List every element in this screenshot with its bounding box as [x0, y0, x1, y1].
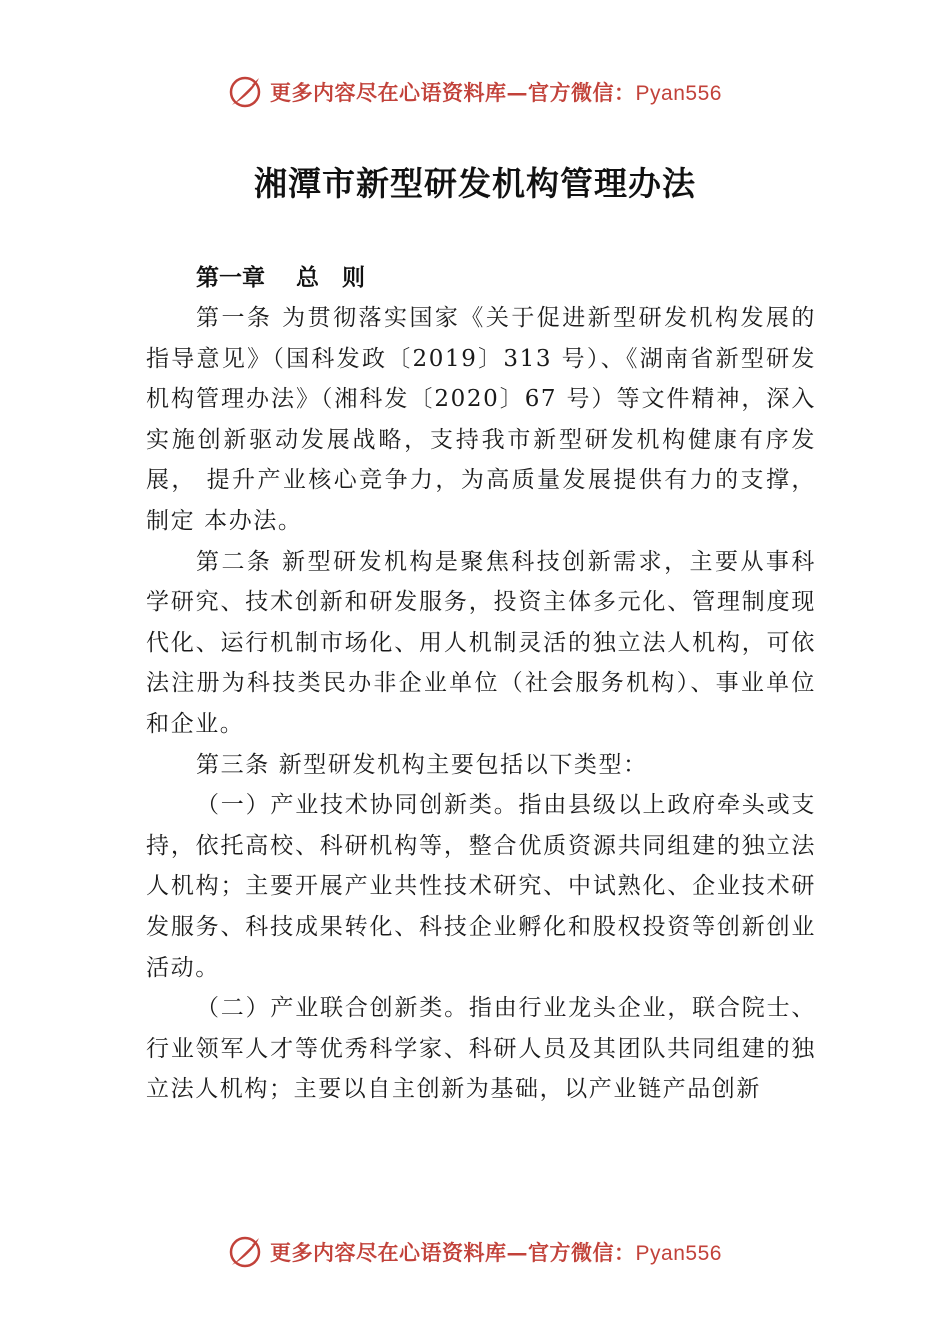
banner-text-cn: 更多内容尽在心语资料库—官方微信： — [270, 1240, 636, 1265]
article-3-item-2: （二）产业联合创新类。指由行业龙头企业，联合院士、行业领军人才等优秀科学家、科研人员及其团队共同组建的独立法人机构；主要以自主创新为基础，以产业链产品创新 — [146, 995, 816, 1103]
chapter-heading: 第一章 总 则 — [196, 265, 366, 291]
header-banner — [0, 70, 950, 114]
banner-text-cn: 更多内容尽在心语资料库—官方微信： — [270, 80, 636, 105]
document-title: 湘潭市新型研发机构管理办法 — [254, 164, 696, 203]
article-3-item-1: （一）产业技术协同创新类。指由县级以上政府牵头或支持，依托高校、科研机构等，整合优质资源共同组建的独立法人机构；主要开展产业共性技术研究、中试熟化、企业技术研发服务、科技成果转化、科技企业孵化和股权投资等创新创业活动。 — [146, 792, 816, 981]
quill-logo-icon — [228, 75, 262, 109]
footer-banner — [0, 1230, 950, 1274]
banner-wechat-id: Pyan556 — [635, 82, 722, 105]
banner-text — [270, 1237, 722, 1267]
article-1: 第一条 为贯彻落实国家《关于促进新型研发机构发展的指导意见》（国科发政〔2019〕313 号）、《湖南省新型研发机构管理办法》（湘科发〔2020〕67 号）等文件精神，深入实施创新驱动发展战略，支持我市新型研发机构健康有序发展， 提升产业核心竞争力，为高质量发展提供有力的支撑，制定 本办法。 — [146, 305, 816, 534]
banner-wechat-id: Pyan556 — [635, 1242, 722, 1265]
article-2: 第二条 新型研发机构是聚焦科技创新需求，主要从事科学研究、技术创新和研发服务，投资主体多元化、管理制度现代化、运行机制市场化、用人机制灵活的独立法人机构，可依法注册为科技类民办非企业单位（社会服务机构）、事业单位和企业。 — [146, 548, 816, 737]
document-body — [146, 258, 816, 1110]
quill-logo-icon — [228, 1235, 262, 1269]
article-3: 第三条 新型研发机构主要包括以下类型： — [196, 751, 648, 778]
banner-text — [270, 77, 722, 107]
